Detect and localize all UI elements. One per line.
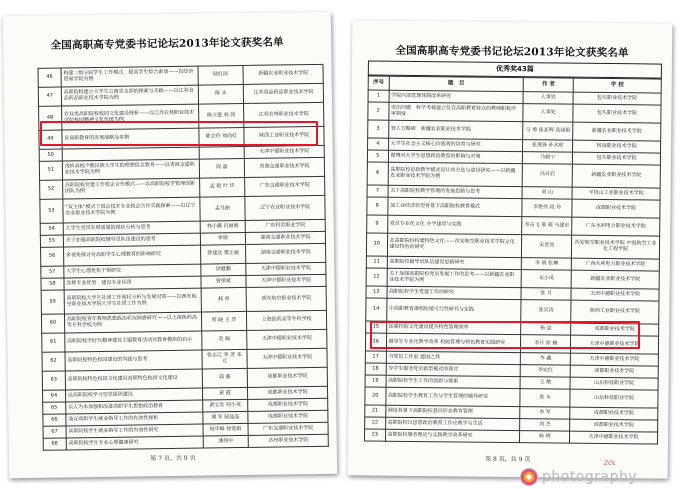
row-number: 3 — [368, 120, 389, 138]
row-author: 马骏宁 — [523, 152, 573, 165]
row-title: 党员专业化文化 办学建设与实践 — [387, 215, 522, 234]
row-unit: 成都职业技术学院 — [248, 386, 328, 399]
row-unit: 陕西工业职业技术学院 — [244, 126, 324, 146]
row-number: 17 — [365, 351, 386, 363]
column-header-number: 序号 — [368, 76, 389, 90]
row-number: 60 — [41, 314, 64, 333]
right-award-table-body — [364, 90, 661, 444]
row-number: 53 — [40, 199, 63, 223]
row-unit: 广东交通职业技术学院 — [248, 422, 328, 435]
row-author: 郭 睿 — [202, 368, 248, 388]
row-unit: 天津中德职业技术学院 — [244, 145, 324, 158]
row-unit: 天津中德职业技术学院 — [570, 431, 658, 444]
row-number: 67 — [43, 426, 66, 438]
row-number: 8 — [367, 197, 388, 215]
row-number: 18 — [365, 363, 386, 375]
row-number: 4 — [368, 138, 389, 150]
row-title: 高职院校特色校园文化建设高职特色校园文化建设 — [65, 369, 202, 390]
row-number: 5 — [367, 150, 388, 162]
row-title: 大学生社会主义核心价值观的培育与研究 — [388, 138, 523, 151]
row-title: 高职院校思政教学模式设计的方法与途径研究——以新疆农业职业技术学院为例 — [388, 162, 523, 186]
table-row — [43, 434, 328, 450]
row-unit: 江苏食品药品职业技术学院 — [243, 83, 323, 103]
row-author: 林小璐 肖丽娟 — [200, 220, 246, 233]
row-unit: 新疆农业职业技术学院 — [571, 270, 659, 289]
row-author: 蔡 晓 王 华 — [201, 311, 247, 331]
row-author: 杨 晓 — [520, 431, 570, 444]
row-number: 57 — [41, 266, 64, 278]
row-title: 高职院校辅导员队伍建设思路研究 — [387, 256, 522, 269]
row-author: 人事处 — [523, 104, 573, 123]
row-unit: 广东水利电力职业技术学院 — [572, 217, 660, 236]
camera-lens-icon — [520, 468, 538, 486]
row-number: 54 — [40, 223, 63, 235]
row-author: 李艳伟 段 玲 — [522, 199, 572, 218]
row-title: 加工业经济转型背景下高职院校教育模式 — [387, 197, 522, 216]
row-title: 高职院校服务理论与实践教学改革研究 — [385, 429, 520, 442]
row-title: 论高职院校学习型党组织建设 — [65, 388, 202, 402]
row-author: 郝 青 — [201, 287, 247, 312]
row-number: 15 — [366, 321, 387, 333]
row-author: 孟凡丽 — [199, 196, 245, 221]
row-author: 李 军 — [520, 407, 570, 420]
watermark-brand-text: photography — [542, 469, 638, 485]
photography-watermark — [520, 468, 688, 486]
row-author: 宋世凤 — [522, 235, 572, 259]
row-number: 65 — [43, 402, 66, 414]
row-author: 张 永 — [520, 389, 570, 408]
row-author: 宋小凤 — [521, 270, 571, 289]
row-title: 高职院校特色校园建设的实践与思考 — [65, 350, 202, 371]
row-title: 育人方略研 新疆农业职业技术学院 — [388, 120, 523, 139]
row-title: 关于加强高职院校辅导员队伍建设的思考 — [63, 233, 200, 247]
row-unit: 天津中德职业技术学院 — [246, 274, 326, 287]
row-unit: 广东科贸职业学院 — [245, 219, 325, 232]
right-page-title: 全国高职高专党委书记论坛2013年论文获奖名单 — [395, 44, 629, 60]
left-page-footer: 第 7 页，共 9 页 — [150, 454, 196, 463]
row-number: 2 — [368, 102, 389, 120]
row-number: 21 — [365, 405, 386, 417]
row-title: 农业类高职院校校园文化建设探析——以江苏农林职业技术学院校园精神文化传统为例 — [61, 104, 198, 130]
row-number: 56 — [41, 247, 64, 266]
row-author: 李娟 — [200, 232, 246, 245]
row-author: 马 勇 张亚辉 高丽娟 — [523, 122, 573, 141]
row-title: 以人为本加强和改进高职学生思想政治教育 — [65, 400, 202, 414]
row-unit: 西安航空职业技术学院 — [246, 286, 326, 311]
row-author: 人事处 — [523, 92, 573, 105]
row-unit: 湖南交通职业技术学院 — [246, 243, 326, 263]
row-number: 49 — [39, 130, 62, 149]
row-author: 杨 益 — [521, 323, 571, 336]
row-author: 杨华峰 徐爱娟 — [203, 423, 249, 436]
row-number: 51 — [39, 161, 62, 180]
row-number: 9 — [367, 215, 388, 233]
row-number: 20 — [365, 387, 386, 405]
row-title: 高职院校学时代精神建设主题教育活动对教育模块的启示 — [65, 331, 202, 352]
row-title: 大学生党员发展质量的现状分析与思考 — [63, 221, 200, 235]
row-number: 48 — [39, 106, 62, 130]
row-number: 64 — [43, 390, 66, 402]
row-author: 黄 霞 — [202, 387, 248, 400]
row-title: 高职院校以思想政治教育工作论教学与生活 — [385, 417, 520, 430]
row-unit: 天津中德职业技术学院 — [570, 335, 658, 354]
row-title: 构建二级分院学生工作模式 提高学生综合素质——以经济贸易学院为例 — [61, 66, 198, 87]
row-number: 13 — [366, 286, 387, 298]
row-author: 刘 山 — [522, 187, 572, 200]
row-author: 李开 徐 楠 — [521, 335, 571, 354]
row-title: 大学生心理危机干预研究 — [64, 264, 201, 278]
row-number: 12 — [366, 268, 387, 286]
watermark-tag-text: ZOL — [604, 460, 617, 467]
row-title: 微博对大学生思想政治教育的影响与对策 — [388, 150, 523, 163]
row-unit: 天津中德职业技术学院 — [246, 262, 326, 275]
highlight-box-right — [370, 321, 640, 349]
highlight-box-left — [40, 121, 318, 146]
row-author: 孟 毅 叶 华 — [199, 177, 245, 197]
row-unit: 成都职业技术学院 — [247, 367, 327, 387]
row-title: 发挥专业优势 建设专业社团 — [64, 276, 201, 290]
row-unit: 包头职业技术学院 — [573, 104, 661, 123]
row-unit: 达州职业技术学院 — [248, 434, 328, 447]
row-title: “双主体”模式下国企技术专业校企合作实践探索——以辽宁农业职业技术学院为例 — [63, 197, 200, 223]
row-unit: 山东科技职业学院 — [570, 389, 658, 408]
table-row — [364, 429, 657, 444]
row-unit: 平顶山工业职业技术学院 — [572, 187, 660, 200]
row-number: 6 — [367, 162, 388, 185]
row-unit: 包头职业技术学院 — [573, 92, 661, 105]
column-header-unit: 学 校 — [573, 78, 661, 93]
row-unit: 成都职业技术学院 — [572, 199, 660, 218]
row-unit: 青海交通职业技术学院 — [244, 157, 324, 177]
row-number: 52 — [40, 180, 63, 199]
row-title: 论高职教育的发展战略及举措 — [62, 128, 199, 149]
row-author: 潘伟中 — [203, 435, 249, 448]
row-number: 16 — [365, 333, 386, 351]
column-header-title: 题 目 — [389, 76, 524, 91]
left-page-title: 全国高职高专党委书记论坛2013年论文获奖名单 — [50, 36, 284, 52]
row-author: 陆红雨 — [198, 65, 244, 85]
row-unit: 上海医药高等专科学校 — [247, 310, 327, 330]
row-title: 网络背景下高职院校意识形态教育管理 — [385, 405, 520, 418]
row-unit: 湖南交通职业技术学院 — [246, 231, 326, 244]
row-title: 高职院校学生就业指导工作的有效性研究 — [66, 424, 203, 438]
row-number: 19 — [365, 375, 386, 387]
row-title: 高职院校青年教师思想政治状况调查研究——以上海医药高等专科学校为例 — [64, 312, 201, 333]
row-unit: 天津中德职业技术学院 — [571, 288, 659, 301]
left-document-page — [3, 12, 337, 479]
row-author: 袁 佩 — [201, 330, 247, 350]
row-unit: 辽宁农业职业技术学院 — [245, 195, 325, 220]
row-author: 曾梁斌 — [201, 275, 247, 288]
row-author: 洪健鹏 — [200, 263, 246, 276]
row-number: 14 — [366, 298, 387, 321]
row-author: 黄宝发 何小英 — [202, 399, 248, 412]
row-title: 浅析高校少数民族大学生的理想信念教育——以青海交通职业技术学院为例 — [62, 159, 199, 180]
row-unit: 成都职业技术学院 — [248, 398, 328, 411]
row-title: 高职院校学生党建工作的研究 — [386, 286, 521, 299]
row-number: 58 — [41, 278, 64, 290]
row-unit: 成都职业技术学院 — [571, 323, 659, 336]
row-title: 北高职院校构建特色文化——西安航空职业技术学院文化建设特色的研究 — [387, 233, 522, 257]
row-author: 张 月 — [521, 288, 571, 301]
row-number: 50 — [39, 149, 62, 161]
row-author: 冯开启 — [522, 164, 572, 188]
row-author: 李宏红 — [520, 365, 570, 378]
row-unit: 新疆农业职业技术学院 — [572, 164, 660, 188]
row-unit: 杨凌职业技术学院 — [573, 140, 661, 153]
row-unit: 成都职业技术学院 — [570, 419, 658, 432]
row-title: 做导生专业化教学改革 校院管理与特色教育实践研究 — [386, 333, 521, 352]
right-award-table — [364, 76, 662, 445]
row-number: 61 — [42, 333, 65, 352]
row-title: 突出问题 科学考核建立符合高职教育特点的教师职称评审制度 — [388, 102, 523, 121]
row-title: 导学生服务党员新型模式的探讨 — [386, 363, 521, 376]
row-unit: 广西水利电力职业技术学院 — [571, 258, 659, 271]
row-unit: 包头职业技术学院 — [572, 152, 660, 165]
row-title: 高职院校学生专业心理健康研究 — [66, 436, 203, 450]
row-unit: 陕西工业职业技术学院 — [571, 300, 659, 324]
row-title: 中高职教育课程衔接可行性研究与实践 — [386, 298, 521, 322]
row-unit: 天津中德职业技术学院 — [570, 353, 658, 366]
row-number: 23 — [364, 429, 385, 441]
row-author: 张吴涛 — [521, 300, 571, 324]
row-author: 罗建达 樊正斌 — [200, 244, 246, 264]
row-author — [199, 146, 245, 159]
row-unit: 山东科技职业学院 — [570, 377, 658, 390]
row-number: 63 — [42, 371, 65, 390]
row-title: 高职院校学生教育工作与学生管理的辅导研究 — [385, 387, 520, 406]
row-number: 68 — [43, 438, 66, 450]
right-document-page — [348, 20, 673, 478]
row-unit: 成都职业技术学院 — [248, 410, 328, 423]
row-unit: 天津中德职业技术学院 — [247, 348, 327, 368]
row-author: 陈会玲 刘尚红 — [198, 127, 244, 147]
row-title: 加强校院文化建设提升特色管理效率 — [386, 321, 521, 334]
row-number: 1 — [368, 90, 389, 102]
row-title: 高职院校学生工作的创新与探索 — [386, 375, 521, 388]
row-number: 47 — [38, 87, 61, 106]
row-title: 浅议高职学生就业指导工作的有效性探析 — [66, 412, 203, 426]
column-header-author: 作 者 — [523, 78, 573, 93]
row-unit: 江苏农林职业技术学院 — [244, 102, 324, 127]
row-author: 李奇飞 邢 萌 马建东 — [522, 217, 572, 236]
row-unit: 西安航空职业技术学院 中国航空工业化工程学院 — [571, 235, 659, 259]
row-title: 关于加强高职院校党员发展工作的思考——以新疆农业职业技术学院为例 — [387, 268, 522, 287]
row-author: 周 磊 — [199, 158, 245, 178]
row-title: 高职院校党建工作校企合作模式——以高职院校学管理创新团队为例 — [62, 178, 199, 199]
row-author: 张志江 李 芳 朱 元 — [202, 349, 248, 369]
row-number: 59 — [41, 290, 64, 314]
row-author: 陈立建 刘 茜 — [198, 103, 244, 128]
row-title: 高职院校大学生社团工作现状分析与发展对策——以西安航空职业技术学院大学生社团工作为例 — [64, 288, 201, 314]
row-number: 10 — [366, 233, 387, 256]
row-number: 11 — [366, 256, 387, 268]
row-number: 55 — [40, 235, 63, 247]
row-unit: 成都职业技术学院 — [570, 407, 658, 420]
row-unit: 天津中德职业技术学院 — [247, 329, 327, 349]
row-number: 62 — [42, 352, 65, 371]
row-unit: 新疆农业职业技术学院 — [573, 122, 661, 141]
row-unit: 新疆农业职业技术学院 — [243, 64, 323, 84]
row-author: 张燕锋 孙水琼 — [523, 140, 573, 153]
row-title: 学院内部管理体制改革研究 — [389, 90, 524, 103]
row-number: 46 — [38, 68, 61, 87]
row-author: 陈 永 — [198, 84, 244, 104]
row-author: 李 鑫 — [521, 353, 571, 366]
row-title: 关于高职院校教学管理的发展思路与思考 — [388, 185, 523, 198]
award-category-header: 优秀奖43篇 — [368, 61, 662, 79]
row-number: 66 — [43, 414, 66, 426]
row-title: 高职院校建立大学生公寓党支部的探索与实践——以江苏食品药品职业技术学院为例 — [61, 85, 198, 106]
row-number: 22 — [365, 417, 386, 429]
row-author: 王 敏 — [520, 377, 570, 390]
row-unit: 广东交通职业技术学院 — [245, 176, 325, 196]
table-row — [366, 233, 659, 259]
row-author: 谢 军 陆晶晶 — [202, 411, 248, 424]
row-unit: 成都职业技术学院 — [570, 365, 658, 378]
right-page-footer: 第 8 页，共 9 页 — [485, 455, 531, 464]
table-row — [367, 162, 660, 188]
row-title: 多视角探讨对高职学生心理教育的影响研究 — [63, 245, 200, 266]
row-title: 当党员工作室 建国之我 — [386, 351, 521, 364]
row-author: 刘 杰 — [520, 419, 570, 432]
row-number: 7 — [367, 185, 388, 197]
row-author: 李 娟 张琳 — [522, 258, 572, 271]
